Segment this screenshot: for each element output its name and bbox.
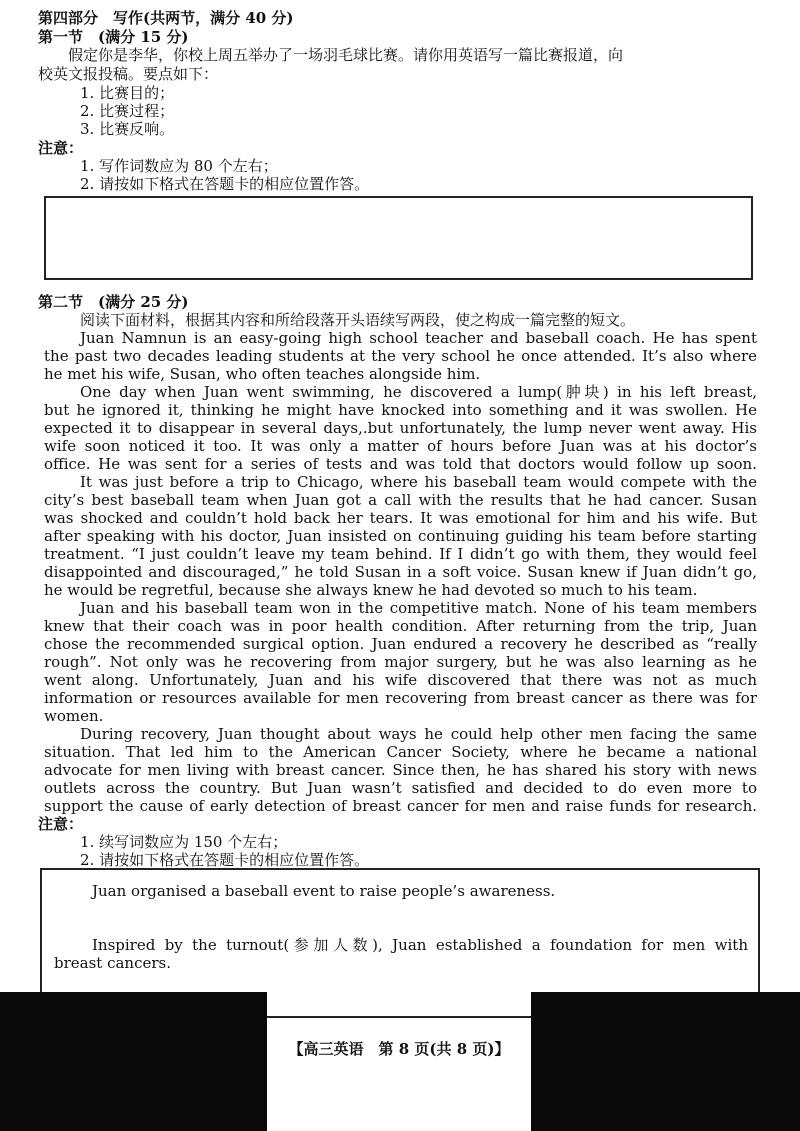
box-paragraph-2-line1: Inspired by the turnout(参加人数), Juan established a foundation for men with [92,936,748,954]
passage-line: One day when Juan went swimming, he discovered a lump(肿块) in his left breast, [80,383,757,401]
note-label: 注意： [38,139,84,157]
passage-line: Juan and his baseball team won in the competitive match. None of his team members [80,599,757,617]
section1-prompt-line1: 假定你是李华，你校上周五举办了一场羽毛球比赛。请你用英语写一篇比赛报道，向 [68,46,624,64]
note-item: 1. 写作词数应为 80 个左右； [80,157,278,175]
passage-line: knew that their coach was in poor health condition. After returning from the trip, Juan [44,617,757,635]
passage-line: chose the recommended surgical option. Juan endured a recovery he described as “really [44,635,757,653]
passage-line: city’s best baseball team when Juan got a call with the results that he had cancer. Susan [44,491,757,509]
passage-line: support the cause of early detection of breast cancer for men and raise funds for research. [44,797,757,815]
passage-line: information or resources available for men recovering from breast cancer as there was for [44,689,757,707]
passage-line: rough”. Not only was he recovering from major surgery, but he was also learning as he [44,653,757,671]
passage-line: he would be regretful, because she always knew he had devoted so much to his team. [44,581,698,599]
passage-line: disappointed and discouraged,” he told Susan in a soft voice. Susan knew if Juan didn’t go, [44,563,757,581]
note-item: 2. 请按如下格式在答题卡的相应位置作答。 [80,851,370,869]
passage-line: the past two decades leading students at the very school he once attended. It’s also where [44,347,757,365]
passage-line: office. He was sent for a series of tests and was told that doctors would follow up soon. [44,455,757,473]
section2-instruction: 阅读下面材料，根据其内容和所给段落开头语续写两段，使之构成一篇完整的短文。 [80,311,636,329]
box-paragraph-2-line2: breast cancers. [54,954,172,972]
passage-line: treatment. “I just couldn’t leave my team behind. If I didn’t go with them, they would feel [44,545,757,563]
note-label: 注意： [38,815,84,833]
passage-line: women. [44,707,104,725]
passage-line: expected it to disappear in several days,.but unfortunately, the lump never went away. His [44,419,757,437]
point-item: 2. 比赛过程； [80,102,175,120]
box-paragraph-1: Juan organised a baseball event to raise people’s awareness. [92,882,556,900]
passage-line: advocate for men living with breast cancer. Since then, he has shared his story with news [44,761,757,779]
passage-line: outlets across the country. But Juan wasn’t satisfied and decided to do even more to [44,779,757,797]
passage-line: was shocked and couldn’t hold back her tears. It was emotional for him and his wife. But [44,509,757,527]
scan-black-bar-left [0,992,267,1131]
passage-line: went along. Unfortunately, Juan and his wife discovered that there was not as much [44,671,757,689]
passage-line: after speaking with his doctor, Juan insisted on continuing guiding his team before starting [44,527,757,545]
point-item: 3. 比赛反响。 [80,120,175,138]
note-item: 1. 续写词数应为 150 个左右； [80,833,288,851]
section1-heading: 第一节 (满分 15 分) [38,28,189,46]
passage-line: situation. That led him to the American Cancer Society, where he became a national [44,743,757,761]
passage-line: During recovery, Juan thought about ways he could help other men facing the same [80,725,757,743]
passage-line: wife soon noticed it too. It was only a matter of hours before Juan was at his doctor’s [44,437,757,455]
passage-line: he met his wife, Susan, who often teaches alongside him. [44,365,481,383]
part-heading: 第四部分 写作(共两节，满分 40 分) [38,9,294,27]
point-item: 1. 比赛目的； [80,84,175,102]
note-item: 2. 请按如下格式在答题卡的相应位置作答。 [80,175,370,193]
answer-box-1 [44,196,753,280]
passage-line: but he ignored it, thinking he might have knocked into something and it was swollen. He [44,401,757,419]
passage-line: It was just before a trip to Chicago, where his baseball team would compete with the [80,473,757,491]
scan-black-bar-right [531,992,800,1131]
section1-prompt-line2: 校英文报投稿。要点如下： [38,65,219,83]
page-footer: 【高三英语 第 8 页(共 8 页)】 [288,1040,510,1058]
section2-heading: 第二节 (满分 25 分) [38,293,189,311]
passage-line: Juan Namnun is an easy-going high school teacher and baseball coach. He has spent [80,329,757,347]
